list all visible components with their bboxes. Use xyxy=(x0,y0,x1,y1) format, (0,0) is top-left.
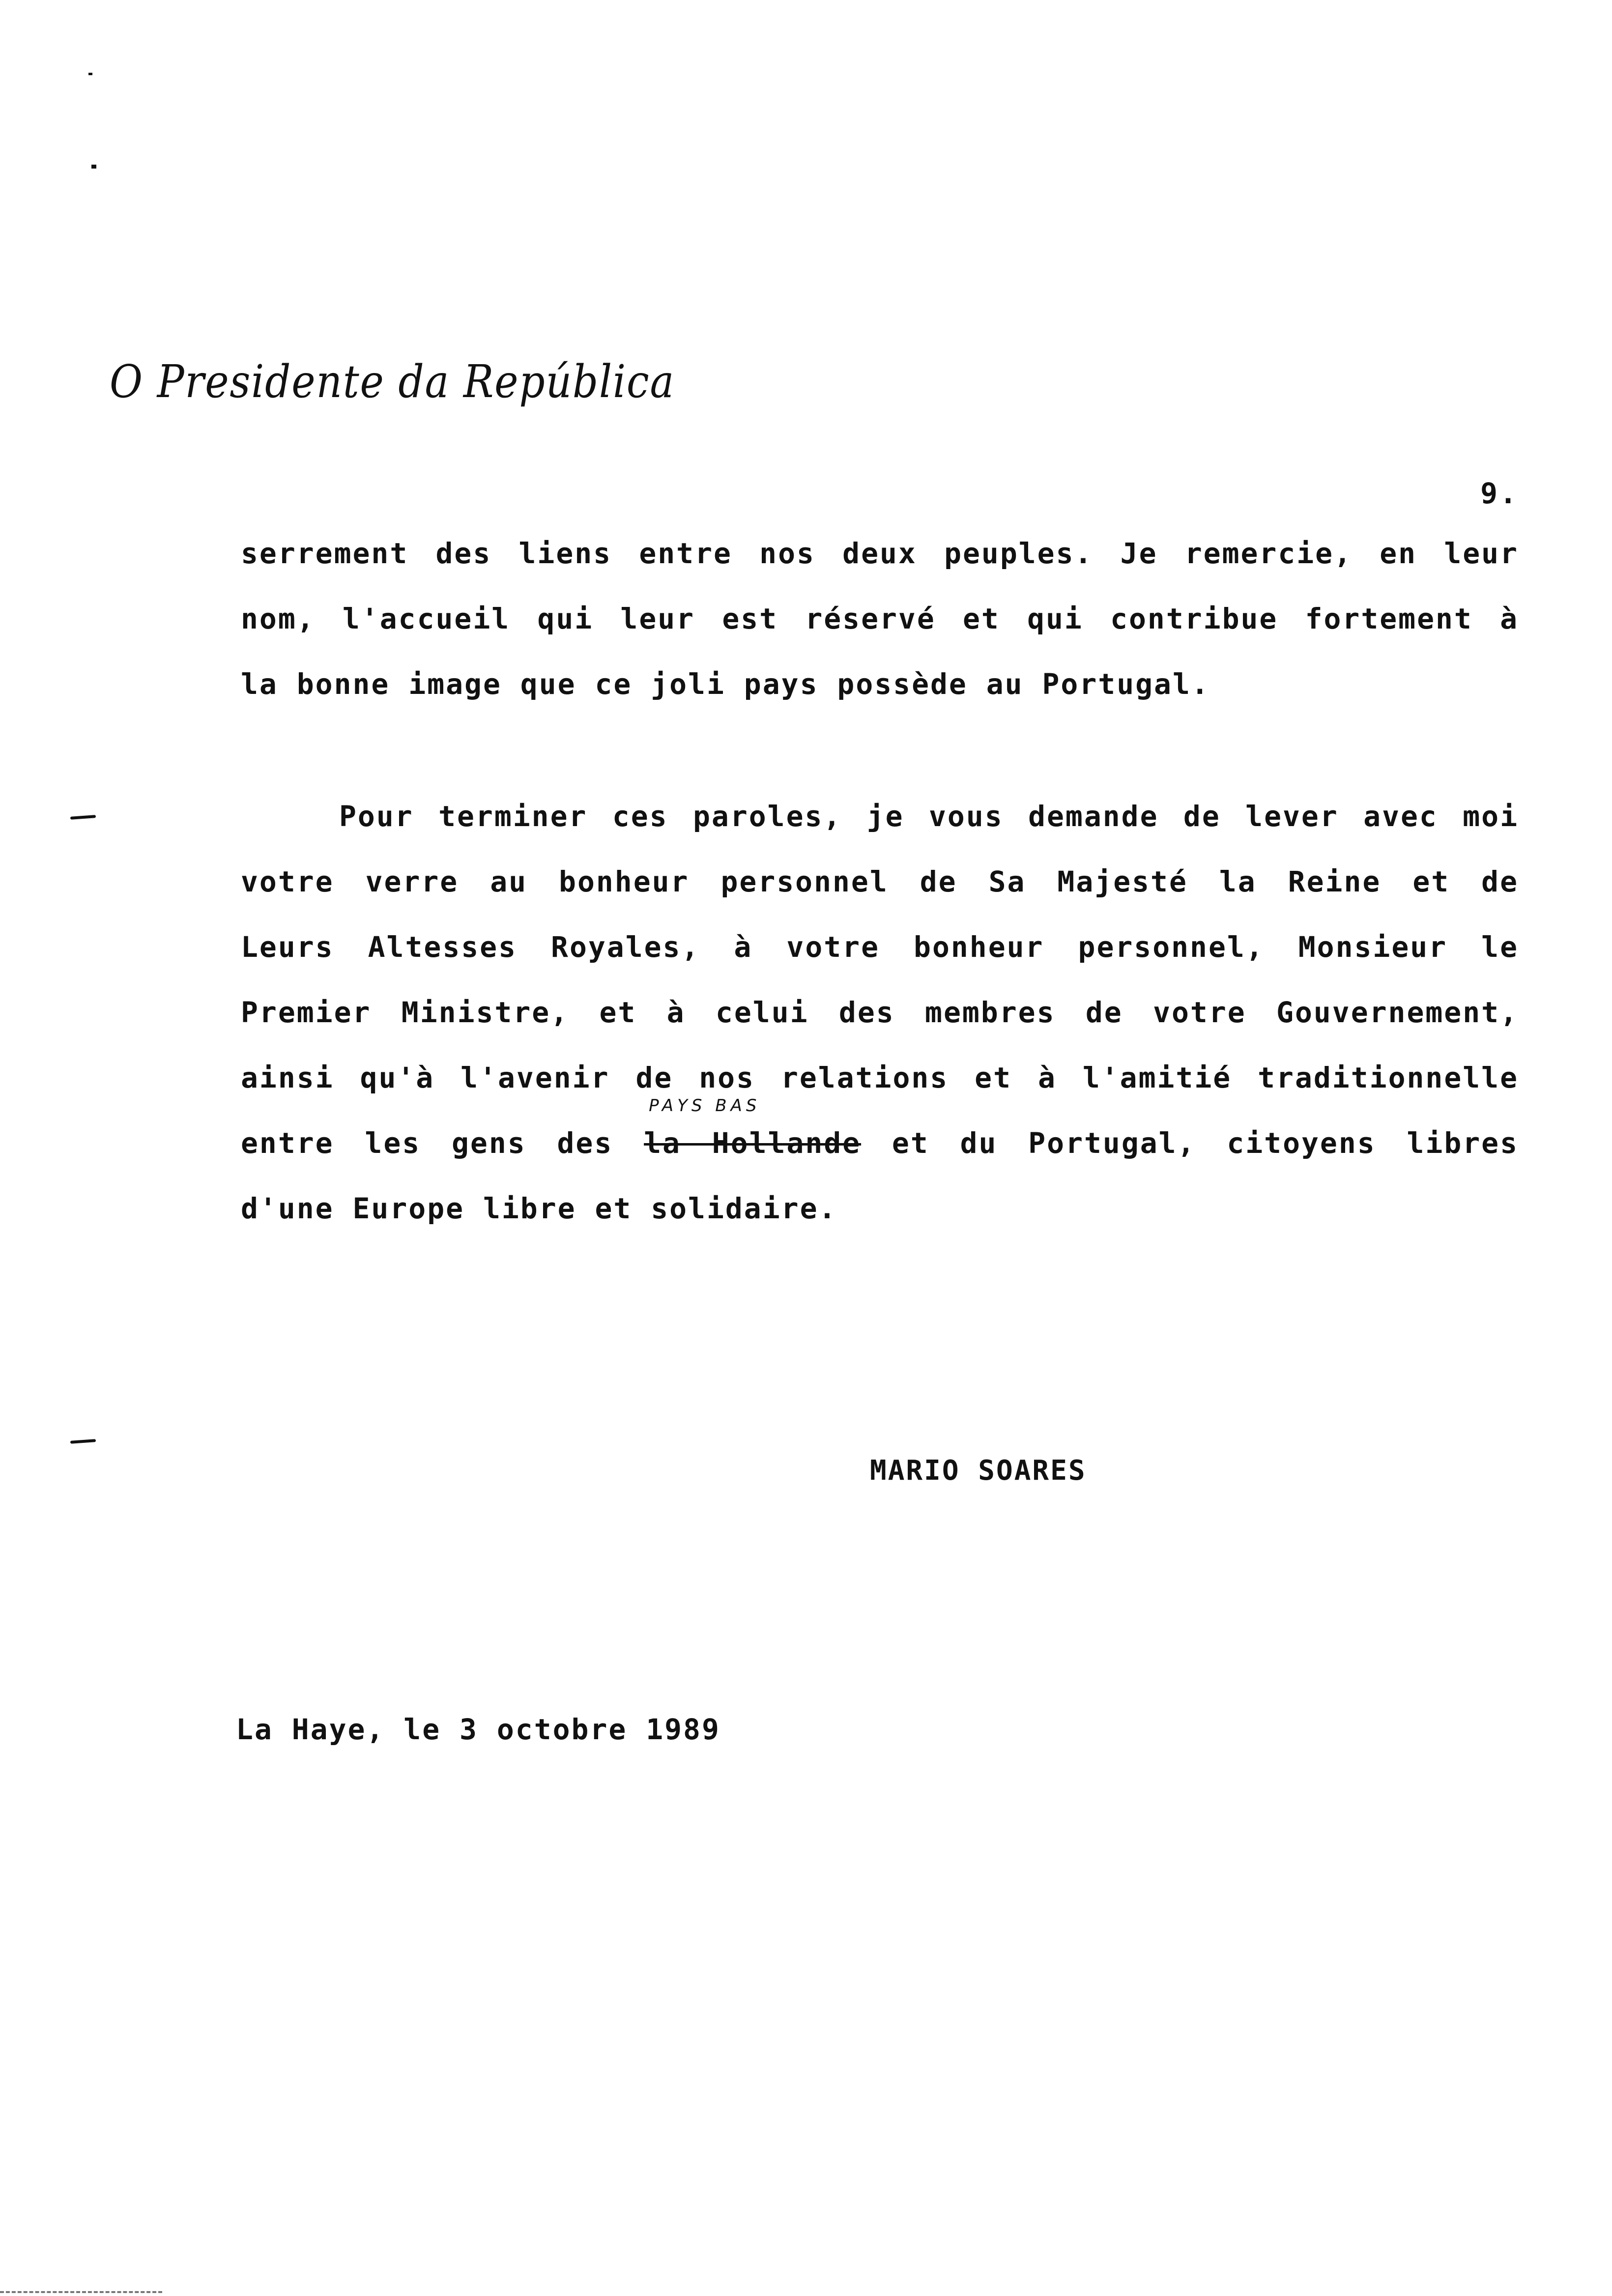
paragraph-2 xyxy=(241,784,1519,1241)
letterhead-script xyxy=(106,344,695,418)
struck-text xyxy=(644,1096,862,1160)
text-line: Leurs Altesses Royales, à votre bonheur personnel, Monsieur le xyxy=(241,930,1519,964)
struck-text-value: la Hollande xyxy=(644,1126,862,1160)
punch-mark xyxy=(70,1439,96,1444)
text-line: ainsi qu'à l'avenir de nos relations et à l'amitié traditionnelle xyxy=(241,1061,1519,1094)
text-line: la bonne image que ce joli pays possède au Portugal. xyxy=(241,667,1210,701)
text-line: Premier Ministre, et à celui des membres de votre Gouvernement, xyxy=(241,996,1519,1029)
scan-edge-rule xyxy=(0,2291,162,2295)
text-line: serrement des liens entre nos deux peuples. Je remercie, en leur xyxy=(241,537,1519,570)
page-number: 9. xyxy=(1480,477,1519,510)
paragraph-1 xyxy=(241,521,1519,717)
text-line: d'une Europe libre et solidaire. xyxy=(241,1192,837,1225)
margin-mark xyxy=(91,165,96,169)
text-line: nom, l'accueil qui leur est réservé et qui contribue fortement à xyxy=(241,602,1519,635)
text-line-with-correction xyxy=(241,1096,1519,1176)
margin-mark xyxy=(88,73,92,75)
place-date: La Haye, le 3 octobre 1989 xyxy=(236,1713,720,1746)
text-segment: et du Portugal, citoyens libres xyxy=(861,1126,1519,1160)
letterhead-text: O Presidente da República xyxy=(110,355,675,408)
text-segment: entre les gens des xyxy=(241,1126,644,1160)
text-line: votre verre au bonheur personnel de Sa Majesté la Reine et de xyxy=(241,865,1519,898)
signature-name: MARIO SOARES xyxy=(870,1455,1087,1487)
punch-mark xyxy=(70,815,96,820)
text-line: Pour terminer ces paroles, je vous demande de lever avec moi xyxy=(339,800,1519,833)
handwritten-correction: PAYS BAS xyxy=(649,1096,761,1116)
